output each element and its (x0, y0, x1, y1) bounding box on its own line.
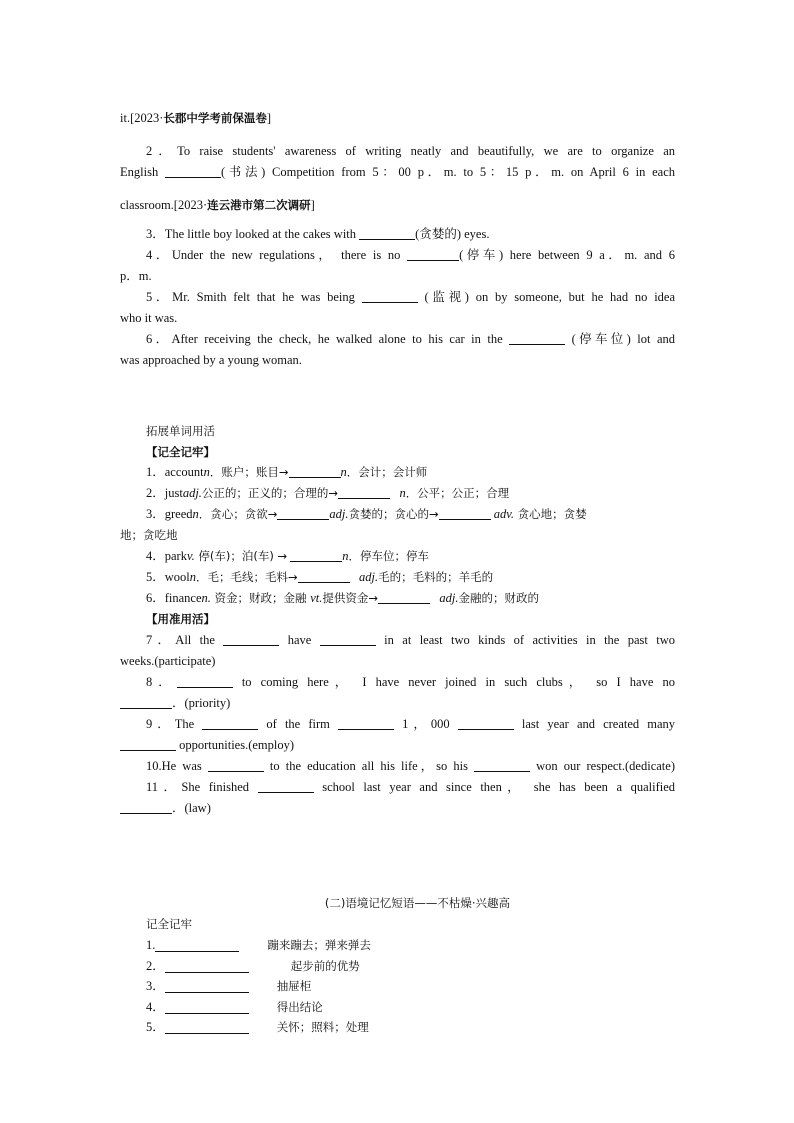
word-item-6: 6．financen. 资金；财政；金融 vt.提供资金→ adj.金融的；财政的 (146, 591, 539, 605)
answer-blank[interactable] (165, 1020, 249, 1034)
answer-blank[interactable] (165, 1000, 249, 1014)
answer-blank[interactable] (120, 800, 172, 814)
answer-blank[interactable] (338, 485, 390, 499)
answer-blank[interactable] (258, 779, 314, 793)
use-item-9: 9．The of the firm 1，000 last year and created many opportunities.(employ) (120, 714, 675, 756)
answer-blank[interactable] (120, 737, 176, 751)
section-title: (二)语境记忆短语——不枯燥·兴趣高 (324, 896, 511, 910)
word-item-5: 5．wooln．毛；毛线；毛料→ adj.毛的；毛料的；羊毛的 (146, 570, 494, 584)
intro-prefix: it.[2023· (120, 111, 164, 125)
word-item-4: 4．parkv. 停(车)；泊(车) → n．停车位；停车 (146, 549, 429, 563)
word-item-2: 2．justadj.公正的；正义的；合理的→ n．公平；公正；合理 (146, 486, 510, 500)
use-item-7: 7．All the have in at least two kinds of activities in the past two weeks.(participate) (120, 633, 676, 668)
answer-blank[interactable] (320, 632, 376, 646)
section-expand-words: 拓展单词用活 【记全记牢】 1．accountn．账户；账目→ n．会计；会计师 2．justadj.公正的；正义的；合理的→ n．公平；公正；合理 3．greedn．贪心；贪欲→ adj.贪婪的；贪心的→ adv. 贪心地；贪婪 地；贪吃地 4．parkv. 停(车)；泊(车) → n．停车位；停车 5．wooln．毛；毛线；毛料→ adj.毛的；毛料的；羊毛的 6．financen. 资金；财政；金融 vt.提供资金→ adj.金融的；财政的 【用准用活】 7．All the have in at least two kinds of activities in the past two weeks.(participate) 8． to coming here， I have never joined in such clubs， so I have no ．(priority) 9．The of the firm 1，000 last year and created many opportunities.(employ) 10.He was to the education all his life，so his won our respect.(dedicate) 11．She finished school last year and since then， she has been a qualified ．(law) (120, 421, 675, 819)
question-2 (120, 141, 675, 216)
use-item-10: 10.He was to the education all his life，so his won our respect.(dedicate) (146, 759, 675, 773)
answer-blank[interactable] (298, 569, 350, 583)
phrase-item: 4． 得出结论 (146, 999, 323, 1014)
answer-blank[interactable] (202, 716, 258, 730)
answer-blank[interactable] (474, 758, 530, 772)
phrase-item: 3． 抽屉柜 (146, 979, 312, 993)
section-subtitle: 【记全记牢】 (146, 444, 215, 459)
answer-blank[interactable] (177, 674, 233, 688)
answer-blank[interactable] (277, 506, 329, 520)
phrase-item: 1. 蹦来蹦去；弹来弹去 (146, 938, 371, 952)
answer-blank[interactable] (509, 331, 565, 345)
answer-blank[interactable] (165, 164, 221, 178)
answer-blank[interactable] (458, 716, 514, 730)
answer-blank[interactable] (359, 226, 415, 240)
phrase-item: 5． 关怀；照料；处理 (146, 1020, 369, 1034)
answer-blank[interactable] (223, 632, 279, 646)
answer-blank[interactable] (439, 506, 491, 520)
answer-blank[interactable] (155, 938, 239, 952)
answer-blank[interactable] (208, 758, 264, 772)
answer-blank[interactable] (120, 695, 172, 709)
question-3: 3．The little boy looked at the cakes with (贪婪的) eyes. (146, 227, 490, 241)
q2-line-3: classroom.[2023·连云港市第二次调研] (120, 198, 315, 212)
answer-blank[interactable] (407, 247, 459, 261)
section-title: 拓展单词用活 (146, 424, 215, 438)
worksheet-page (120, 108, 675, 1038)
section-phrases (120, 893, 675, 1038)
answer-blank[interactable] (165, 959, 249, 973)
answer-blank[interactable] (338, 716, 394, 730)
q2-line-1: 2．To raise students' awareness of writing neatly and beautifully, we are to organize an (146, 144, 675, 158)
question-5: 5．Mr. Smith felt that he was being (监视) on by someone, but he had no idea who it was. (120, 290, 676, 325)
q2-line-2: English (书法) Competition from 5：00 p．m. to 5：15 p．m. on April 6 in each (120, 165, 676, 179)
question-4: 4．Under the new regulations， there is no (停车) here between 9 a．m. and 6 p．m. (120, 248, 675, 283)
answer-blank[interactable] (165, 979, 249, 993)
use-item-11: 11．She finished school last year and since then， she has been a qualified ．(law) (120, 777, 675, 819)
section-subtitle: 记全记牢 (146, 917, 192, 931)
answer-blank[interactable] (290, 548, 342, 562)
answer-blank[interactable] (378, 590, 430, 604)
section-subtitle: 【用准用活】 (146, 612, 215, 626)
use-item-8: 8． to coming here， I have never joined in such clubs， so I have no ．(priority) (120, 672, 675, 714)
question-6: 6．After receiving the check, he walked alone to his car in the (停车位) lot and was approached by a young woman. (120, 332, 676, 367)
phrase-item: 2． 起步前的优势 (146, 958, 360, 973)
word-item-1: 1．accountn．账户；账目→ n．会计；会计师 (146, 465, 428, 479)
word-item-3: 3．greedn．贪心；贪欲→ adj.贪婪的；贪心的→ adv. 贪心地；贪婪 (146, 507, 587, 521)
intro-source: 长郡中学考前保温卷 (163, 111, 267, 125)
answer-blank[interactable] (289, 464, 341, 478)
intro-suffix: ] (266, 111, 272, 125)
intro-line (120, 108, 675, 129)
answer-blank[interactable] (362, 289, 418, 303)
